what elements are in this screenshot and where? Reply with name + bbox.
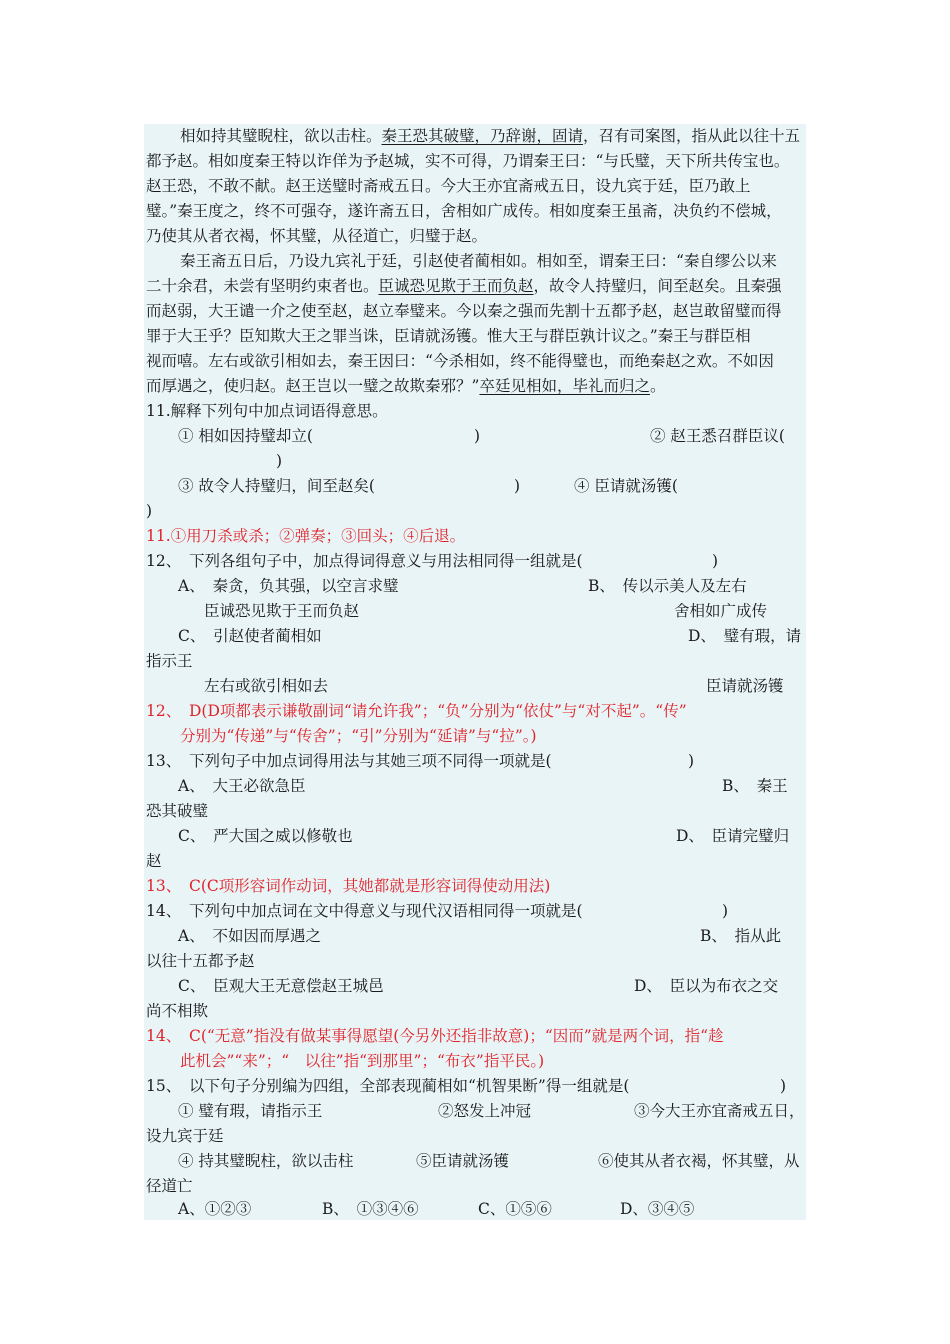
underlined-phrase: 臣诚恐见欺于王而负赵 xyxy=(378,277,534,295)
q11-item-2-close: ) xyxy=(276,452,283,470)
q11-item-1-close: ) xyxy=(474,427,481,445)
q15-item-3: ③今大王亦宜斋戒五日， xyxy=(634,1102,805,1120)
question-14-answer: 此机会”“来”；“ 以往”指“到那里”；“布衣”指平民。) xyxy=(180,1052,545,1070)
choice-b: B、 ①③④⑥ xyxy=(322,1200,419,1218)
question-14-options: 以往十五都予赵 xyxy=(146,952,255,970)
underlined-phrase: 卒廷见相如，毕礼而归之 xyxy=(479,377,650,395)
question-15-items: 径道亡 xyxy=(146,1177,193,1195)
choice-d: D、③④⑤ xyxy=(620,1200,695,1218)
question-14-options: 尚不相欺 xyxy=(146,1002,209,1020)
passage-line: 秦王斋五日后，乃设九宾礼于廷，引赵使者蔺相如。相如至，谓秦王曰：“秦自缪公以来 xyxy=(180,252,777,270)
passage-line: 璧。”秦王度之，终不可强夺，遂许斋五日，舍相如广成传。相如度秦王虽斋，决负约不偿城， xyxy=(146,202,782,220)
question-15-items: 设九宾于廷 xyxy=(146,1127,224,1145)
option-a-line2: 臣诚恐见欺于王而负赵 xyxy=(204,602,360,620)
option-d: D、 璧有瑕，请 xyxy=(688,627,802,645)
q11-item-3: ③ 故令人持璧归，间至赵矣( xyxy=(178,477,375,495)
option-b: B、 秦王 xyxy=(722,777,788,795)
question-15-stem: 15、 以下句子分别编为四组，全部表现蔺相如“机智果断”得一组就是( ) xyxy=(146,1077,787,1095)
passage-line: 赵王恐，不敢不献。赵王送璧时斋戒五日。今大王亦宜斋戒五日，设九宾于廷，臣乃敢上 xyxy=(146,177,751,195)
option-d: D、 臣请完璧归 xyxy=(676,827,790,845)
option-c: C、 臣观大王无意偿赵王城邑 xyxy=(178,977,384,995)
q11-item-2: ② 赵王悉召群臣议( xyxy=(650,427,785,445)
option-a: A、 大王必欲急臣 xyxy=(178,777,306,795)
choice-c: C、①⑤⑥ xyxy=(478,1200,552,1218)
passage-line: 相如持其璧睨柱，欲以击柱。秦王恐其破璧，乃辞谢，固请，召有司案图，指从此以往十五 xyxy=(180,127,801,145)
option-a: A、 不如因而厚遇之 xyxy=(178,927,321,945)
q11-item-1: ① 相如因持璧却立( xyxy=(178,427,313,445)
question-11-answer: 11.①用刀杀或杀；②弹奏；③回头；④后退。 xyxy=(146,527,466,545)
option-a: A、 秦贪，负其强，以空言求璧 xyxy=(178,577,399,595)
question-12-stem: 12、 下列各组句子中，加点得词得意义与用法相同得一组就是( ) xyxy=(146,552,719,570)
underlined-phrase: 秦王恐其破璧，乃辞谢，固请 xyxy=(381,127,584,145)
passage-line: 都予赵。相如度秦王特以诈佯为予赵城，实不可得，乃谓秦王曰：“与氏璧，天下所共传宝也。 xyxy=(146,152,790,170)
question-13-stem: 13、 下列句子中加点词得用法与其她三项不同得一项就是( ) xyxy=(146,752,695,770)
passage-line: 乃使其从者衣褐，怀其璧，从径道亡，归璧于赵。 xyxy=(146,227,488,245)
q15-item-6: ⑥使其从者衣褐，怀其璧，从 xyxy=(598,1152,800,1170)
passage-line: 二十余君，未尝有坚明约束者也。臣诚恐见欺于王而负赵，故令人持璧归，间至赵矣。且秦强 xyxy=(146,277,782,295)
question-12-options: 指示王 xyxy=(146,652,193,670)
option-c-line2: 左右或欲引相如去 xyxy=(204,677,329,695)
q15-item-5: ⑤臣请就汤镬 xyxy=(416,1152,510,1170)
question-14-stem: 14、 下列句中加点词在文中得意义与现代汉语相同得一项就是( ) xyxy=(146,902,729,920)
question-13-options: 恐其破璧 xyxy=(146,802,209,820)
q15-item-1: ① 璧有瑕，请指示王 xyxy=(178,1102,323,1120)
question-13-answer: 13、 C(C项形容词作动词，其她都就是形容词得使动用法) xyxy=(146,877,551,895)
option-b: B、 指从此 xyxy=(700,927,782,945)
passage-line: 而赵弱，大王谴一介之使至赵，赵立奉璧来。今以秦之强而先割十五都予赵，赵岂敢留璧而得 xyxy=(146,302,782,320)
option-c: C、 严大国之威以修敬也 xyxy=(178,827,353,845)
option-d-line2: 臣请就汤镬 xyxy=(706,677,784,695)
option-b: B、 传以示美人及左右 xyxy=(588,577,747,595)
q11-item-4: ④ 臣请就汤镬( xyxy=(574,477,678,495)
q15-item-4: ④ 持其璧睨柱，欲以击柱 xyxy=(178,1152,354,1170)
question-13-options: 赵 xyxy=(146,852,162,870)
question-12-answer: 12、 D(D项都表示谦敬副词“请允许我”；“负”分别为“依仗”与“对不起”。“传” xyxy=(146,702,687,720)
question-14-answer: 14、 C(“无意”指没有做某事得愿望(今另外还指非故意)；“因而”就是两个词，指“趁 xyxy=(146,1027,724,1045)
q15-item-2: ②怒发上冲冠 xyxy=(438,1102,532,1120)
passage-line: 视而嘻。左右或欲引相如去，秦王因曰：“今杀相如，终不能得璧也，而绝秦赵之欢。不如因 xyxy=(146,352,774,370)
passage-line: 罪于大王乎？臣知欺大王之罪当诛，臣请就汤镬。惟大王与群臣孰计议之。”秦王与群臣相 xyxy=(146,327,751,345)
option-b-line2: 舍相如广成传 xyxy=(674,602,768,620)
passage-line: 而厚遇之，使归赵。赵王岂以一璧之故欺秦邪？”卒廷见相如，毕礼而归之。 xyxy=(146,377,666,395)
question-12-answer: 分别为“传递”与“传舍”；“引”分别为“延请”与“拉”。) xyxy=(180,727,537,745)
option-d: D、 臣以为布衣之交 xyxy=(634,977,779,995)
choice-a: A、①②③ xyxy=(178,1200,252,1218)
q11-item-4-close: ) xyxy=(146,502,153,520)
q11-item-3-close: ) xyxy=(514,477,521,495)
question-11-stem: 11.解释下列句中加点词语得意思。 xyxy=(146,402,388,420)
option-c: C、 引赵使者蔺相如 xyxy=(178,627,322,645)
